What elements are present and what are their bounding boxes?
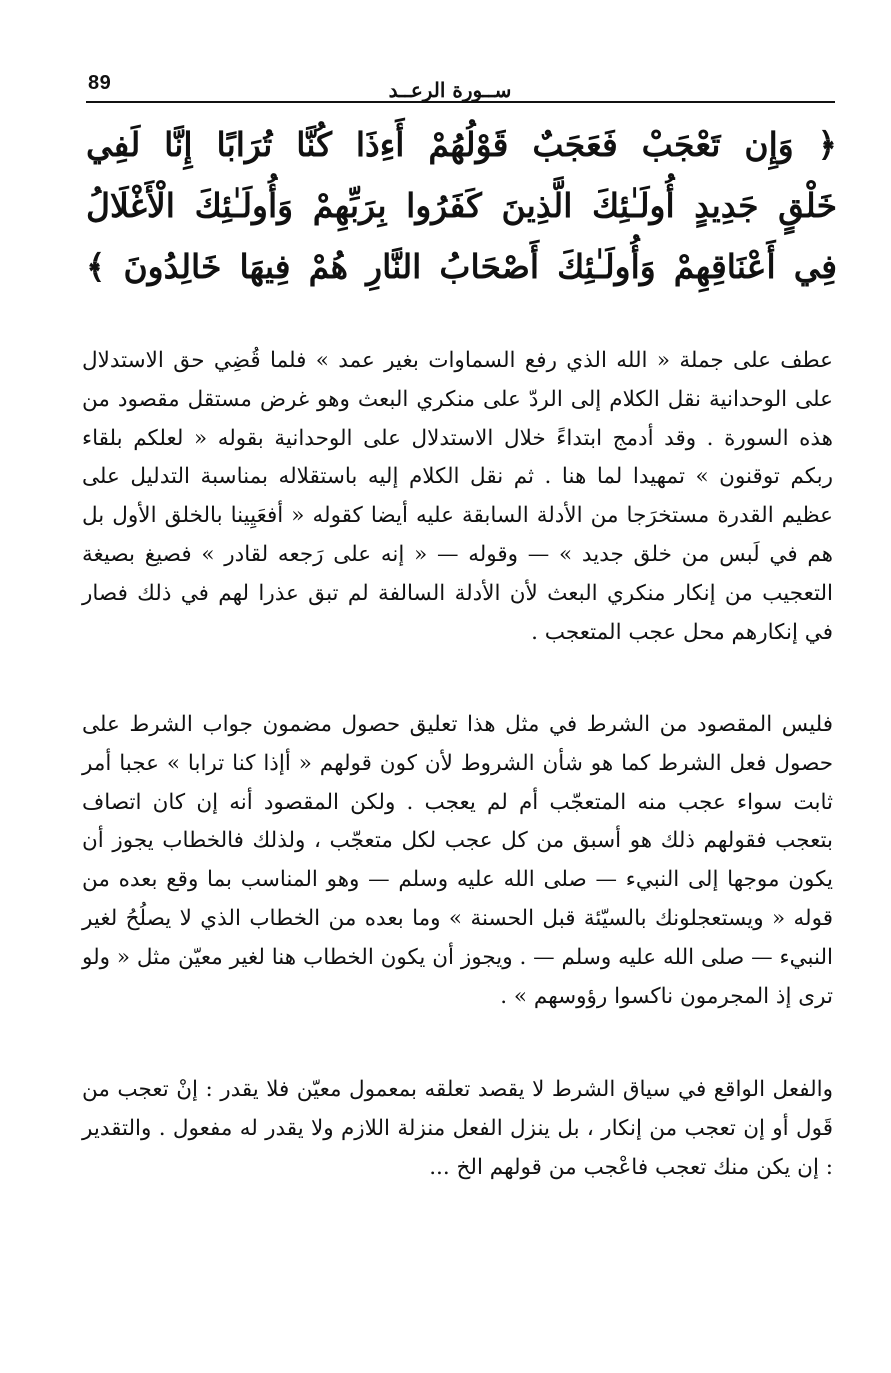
page-number: 89: [88, 72, 112, 94]
quran-verse: [86, 114, 837, 297]
verse-line: فِي أَعْنَاقِهِمْ وَأُولَـٰئِكَ أَصْحَابُ النَّارِ هُمْ فِيهَا خَالِدُونَ ﴾: [86, 247, 837, 286]
commentary-paragraph: فليس المقصود من الشرط في مثل هذا تعليق حصول مضمون جواب الشرط على حصول فعل الشرط كما هو شأن الشروط لأن كون قولهم « أإذا كنا ترابا » عجبا أمر ثابت سواء عجب منه المتعجّب أم لم يعجب . ولكن المقصود أنه إن كان اتصاف بتعجب فقولهم ذلك هو أسبق من كل عجب لكل متعجّب ، ولذلك فالخطاب يجوز أن يكون موجها إلى النبيء — صلى الله عليه وسلم — وهو المناسب بما وقع بعده من قوله « ويستعجلونك بالسيّئة قبل الحسنة » وما بعده من الخطاب الذي لا يصلُحُ لغير النبيء — صلى الله عليه وسلم — . ويجوز أن يكون الخطاب هنا لغير معيّن مثل « ولو ترى إذ المجرمون ناكسوا رؤوسهم » .: [82, 712, 833, 1009]
commentary-paragraph: عطف على جملة « الله الذي رفع السماوات بغير عمد » فلما قُضِي حق الاستدلال على الوحدانية نقل الكلام إلى الردّ على منكري البعث وهو غرض مستقل مقصود من هذه السورة . وقد أدمج ابتداءً خلال الاستدلال على الوحدانية بقوله « لعلكم بلقاء ربكم توقنون » تمهيدا لما هنا . ثم نقل الكلام إليه باستقلاله بمناسبة التدليل على عظيم القدرة مستخرَجا من الأدلة السابقة عليه أيضا كقوله « أفعَيِينا بالخلق الأول بل هم في لَبس من خلق جديد » — وقوله — « إنه على رَجعه لقادر » فصيغ بصيغة التعجيب من إنكار منكري البعث لأن الأدلة السالفة لم تبق عذرا لهم في ذلك فصار في إنكارهم محل عجب المتعجب .: [82, 348, 833, 645]
header-rule: [86, 101, 835, 103]
verse-line: ﴿ وَإِن تَعْجَبْ فَعَجَبٌ قَوْلُهُمْ أَءِذَا كُنَّا تُرَابًا إِنَّا لَفِي: [86, 125, 837, 164]
commentary-paragraph: والفعل الواقع في سياق الشرط لا يقصد تعلقه بمعمول معيّن فلا يقدر : إنْ تعجب من قَول أو إن تعجب من إنكار ، بل ينزل الفعل منزلة اللازم ولا يقدر له مفعول . والتقدير : إن يكن منك تعجب فاعْجب من قولهم الخ ...: [82, 1077, 833, 1180]
running-title: ســورة الرعــد: [388, 78, 512, 102]
verse-line: خَلْقٍ جَدِيدٍ أُولَـٰئِكَ الَّذِينَ كَفَرُوا بِرَبِّهِمْ وَأُولَـٰئِكَ الْأَغْلَالُ: [86, 186, 837, 225]
